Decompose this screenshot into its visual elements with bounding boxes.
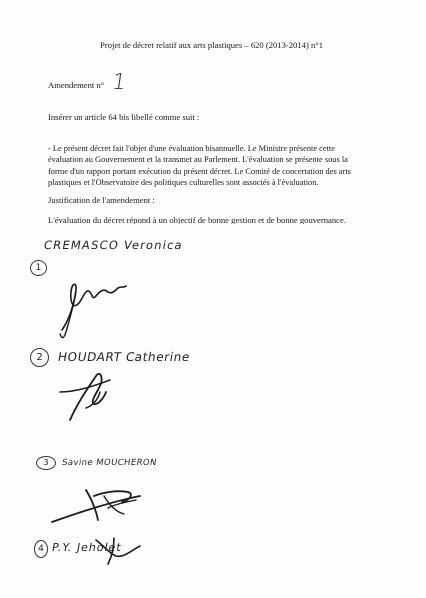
amendment-label: Amendement n° <box>48 80 105 90</box>
signatory-4-number: 4 <box>34 540 48 558</box>
signatory-1-name: CREMASCO Veronica <box>42 238 185 252</box>
article-line: plastiques et l'Observatoire des politiques culturelles sont associés à l'évaluation. <box>48 177 319 187</box>
signature-1-tail <box>60 292 76 338</box>
signatory-3-name: Savine MOUCHERON <box>61 458 158 468</box>
instruction-text: Insérer un article 64 bis libellé comme suit : <box>48 112 200 122</box>
signatory-1-number: 1 <box>30 260 47 276</box>
article-text <box>48 143 398 188</box>
article-line: - Le présent décret fait l'objet d'une évaluation bisannuelle. Le Ministre présente cette <box>48 144 335 153</box>
signature-2 <box>70 374 106 420</box>
signature-1 <box>62 284 126 330</box>
amendment-number: 1 <box>110 70 128 95</box>
justification-text: L'évaluation du décret répond à un objectif de bonne gestion et de bonne gouvernance. <box>48 215 346 224</box>
signature-3 <box>52 490 140 522</box>
signatory-2-number: 2 <box>30 348 49 367</box>
signature-3-scribble <box>104 496 136 514</box>
document-header: Projet de décret relatif aux arts plastiques – 620 (2013-2014) n°1 <box>100 40 323 50</box>
signature-2-loop <box>60 380 110 408</box>
justification-label: Justification de l'amendement : <box>48 195 155 205</box>
article-line: évaluation au Gouvernement et la transmet au Parlement. L'évaluation se présente sous la <box>48 155 348 165</box>
signatory-2-name: HOUDART Catherine <box>56 350 192 364</box>
signatory-3-number: 3 <box>36 456 56 470</box>
article-line: forme d'un rapport portant exécution du présent décret. Le Comité de concertation des arts <box>48 166 351 176</box>
signatory-4-name: P.Y. Jeholet <box>50 541 123 554</box>
